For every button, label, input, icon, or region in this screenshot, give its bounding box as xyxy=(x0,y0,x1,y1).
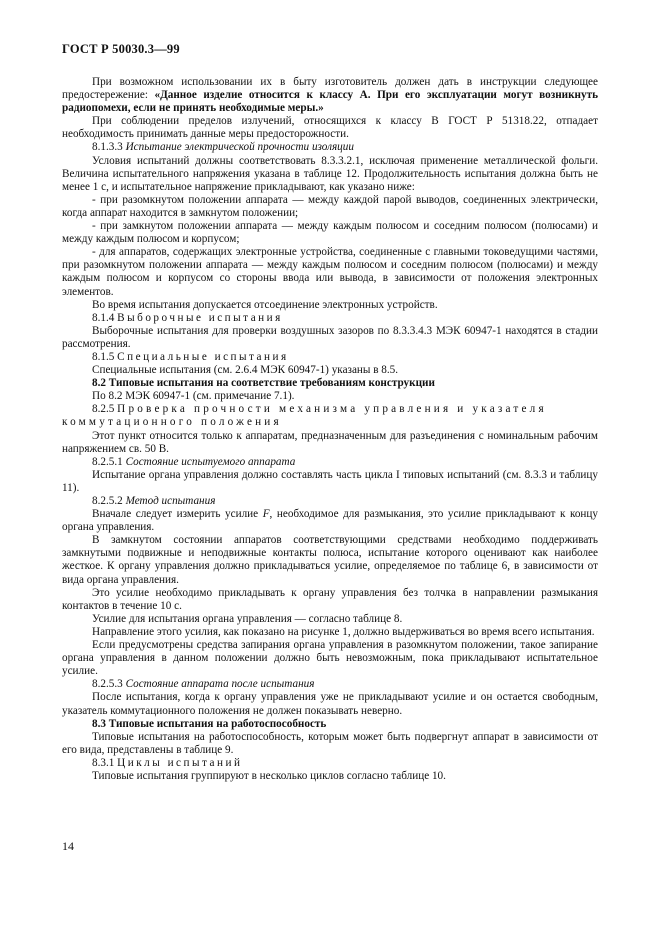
warning-text: «Данное изделие относится к классу А. При его эксплуатации могут возникнуть радиопомехи, если не принять необходимые меры.» xyxy=(62,89,598,115)
paragraph: При возможном использовании их в быту изготовитель должен дать в инструкции следующее предостережение: «Данное изделие относится к классу А. При его эксплуатации могут возникнуть радиопомехи, если не принять необходимые меры.» xyxy=(62,76,598,115)
paragraph: Условия испытаний должны соответствовать 8.3.3.2.1, исключая применение металлической фольги. Величина испытательного напряжения указана в таблице 12. Продолжительность испытания должна быть не менее 1 с, и испытательное напряжение прикладывают, как указано ниже: xyxy=(62,154,598,193)
paragraph: Если предусмотрены средства запирания органа управления в разомкнутом положении, такое запирание органа управления в данном положении должно быть невозможным, пока прикладывают испытательное усилие. xyxy=(62,639,598,678)
document-body xyxy=(62,76,598,783)
paragraph: Этот пункт относится только к аппаратам, предназначенным для разъединения с номинальным рабочим напряжением св. 50 В. xyxy=(62,429,598,455)
paragraph: Во время испытания допускается отсоединение электронных устройств. xyxy=(92,298,438,311)
list-item: - для аппаратов, содержащих электронные устройства, соединенные с главными токоведущими частями, при разомкнутом положении аппарата — между каждым полюсом и соседним полюсом (полюсами) и между каждым полюсом и корпусом со стороны ввода или вывода, в зависимости от положения электронных элементов. xyxy=(62,246,598,298)
section-heading-8-2-5-3: 8.2.5.3 Состояние аппарата после испытания xyxy=(92,678,315,691)
section-heading-8-2: 8.2 Типовые испытания на соответствие требованиям конструкции xyxy=(92,377,435,390)
paragraph: После испытания, когда к органу управления уже не прикладывают усилие и он остается свободным, указатель коммутационного положения не должен показывать неверно. xyxy=(62,691,598,717)
list-item: - при разомкнутом положении аппарата — между каждой парой выводов, соединенных электрически, когда аппарат находится в замкнутом положении; xyxy=(62,193,598,219)
paragraph: При соблюдении пределов излучений, относящихся к классу В ГОСТ Р 51318.22, отпадает необходимость принимать данные меры предосторожности. xyxy=(62,115,598,141)
paragraph: Типовые испытания группируют в несколько циклов согласно таблице 10. xyxy=(92,769,446,782)
paragraph: Направление этого усилия, как показано на рисунке 1, должно выдерживаться во время всего испытания. xyxy=(92,625,595,638)
page-number: 14 xyxy=(62,839,74,853)
section-heading-8-2-5-2: 8.2.5.2 Метод испытания xyxy=(92,495,216,507)
paragraph: Вначале следует измерить усилие F, необходимое для размыкания, это усилие прикладывают к концу органа управления. xyxy=(62,508,598,534)
section-heading-8-2-5-1: 8.2.5.1 Состояние испытуемого аппарата xyxy=(92,455,296,468)
section-heading-8-1-4: 8.1.4 Выборочные испытания xyxy=(92,311,283,324)
section-heading-8-2-5: 8.2.5 Проверка прочности механизма управления и указателя коммутационного положения xyxy=(62,403,547,429)
paragraph: В замкнутом состоянии аппаратов соответствующими средствами необходимо поддерживать замкнутыми подвижные и неподвижные контакты полюса, испытание которого оценивают как наиболее жесткое. К органу управления должно прикладываться усилие, определяемое по таблице 6, в зависимости от вида органа управления. xyxy=(62,534,598,586)
document-header: ГОСТ Р 50030.3—99 xyxy=(62,42,180,56)
list-item: - при замкнутом положении аппарата — между каждым полюсом и соседним полюсом (полюсами) и между каждым полюсом и корпусом; xyxy=(62,220,598,246)
paragraph: Усилие для испытания органа управления — согласно таблице 8. xyxy=(92,612,403,625)
section-heading-8-3-1: 8.3.1 Циклы испытаний xyxy=(92,756,243,769)
paragraph: По 8.2 МЭК 60947-1 (см. примечание 7.1). xyxy=(92,390,295,403)
section-heading-8-1-3-3: 8.1.3.3 Испытание электрической прочности изоляции xyxy=(92,141,354,154)
paragraph: Это усилие необходимо прикладывать к органу управления без толчка в направлении размыкания контактов в течение 10 с. xyxy=(62,586,598,612)
section-heading-8-3: 8.3 Типовые испытания на работоспособность xyxy=(92,717,327,730)
paragraph: Выборочные испытания для проверки воздушных зазоров по 8.3.3.4.3 МЭК 60947-1 находятся в стадии рассмотрения. xyxy=(62,324,598,350)
paragraph: Испытание органа управления должно составлять часть цикла I типовых испытаний (см. 8.3.3 и таблицу 11). xyxy=(62,468,598,494)
force-symbol: F xyxy=(262,508,270,521)
section-heading-8-1-5: 8.1.5 Специальные испытания xyxy=(92,350,289,363)
paragraph: Типовые испытания на работоспособность, которым может быть подвергнут аппарат в зависимости от его вида, представлены в таблице 9. xyxy=(62,730,598,756)
paragraph: Специальные испытания (см. 2.6.4 МЭК 60947-1) указаны в 8.5. xyxy=(92,364,399,377)
